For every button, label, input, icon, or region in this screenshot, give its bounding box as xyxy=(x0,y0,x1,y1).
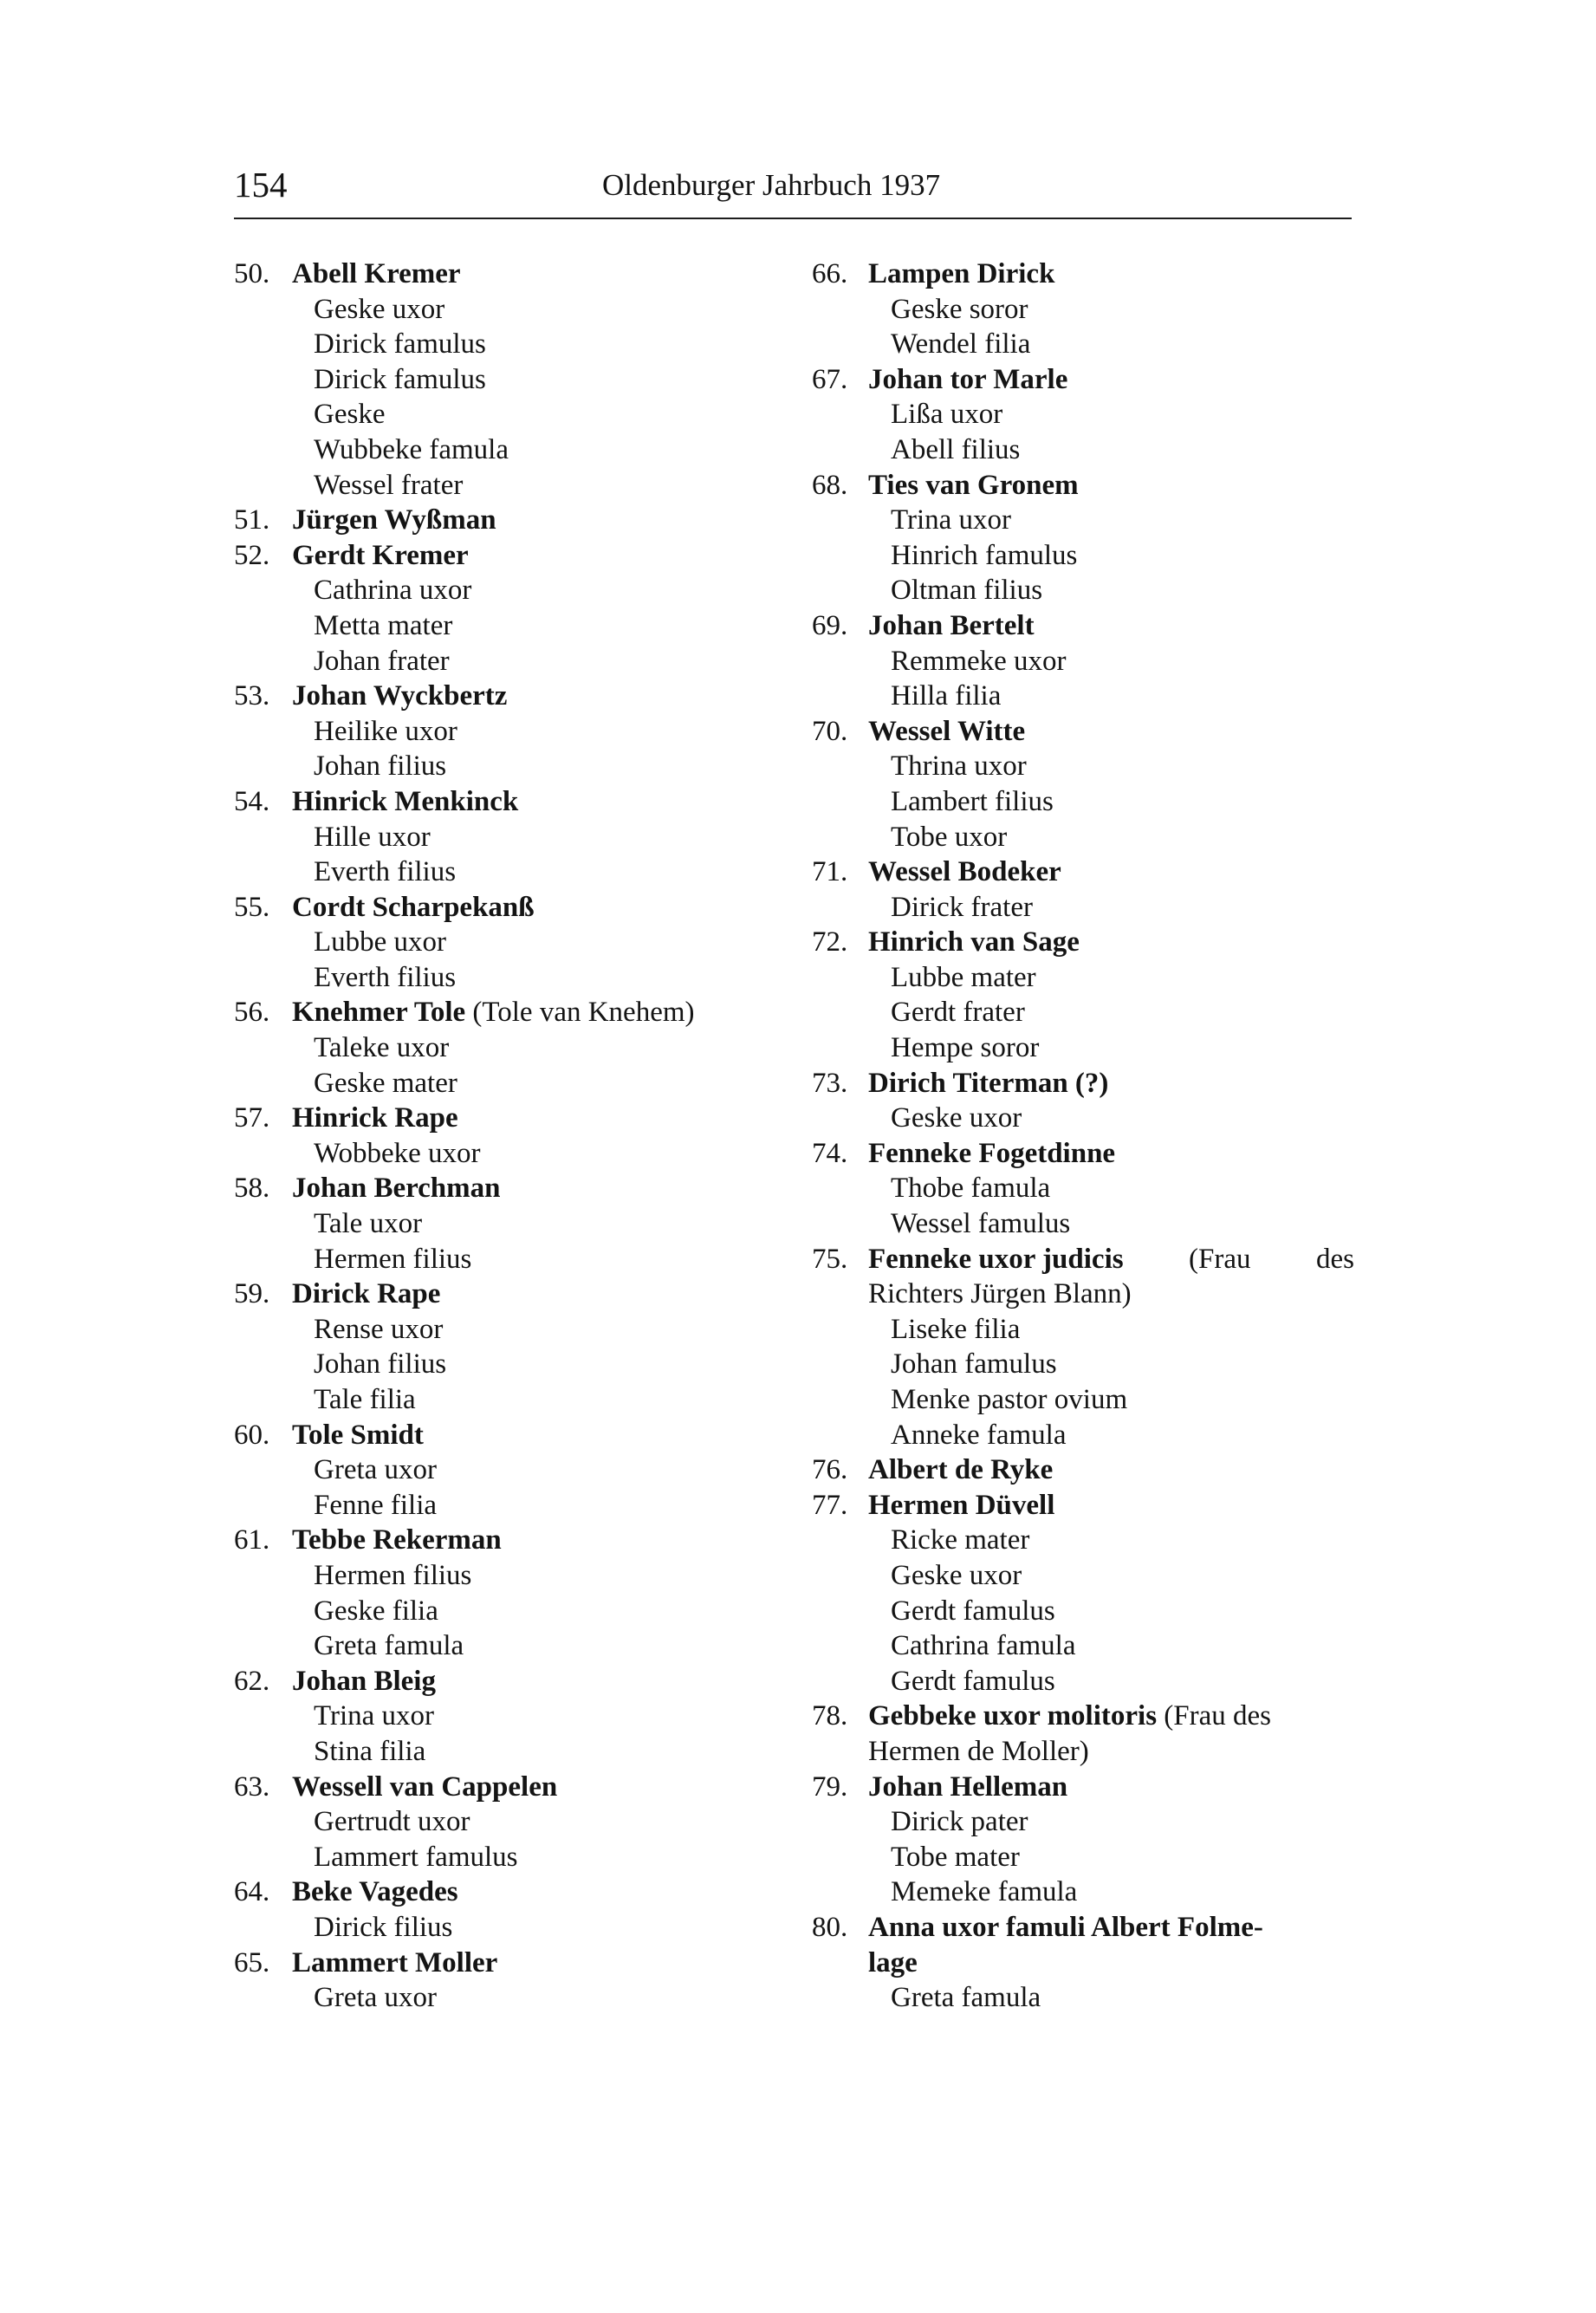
entry-name: Tole Smidt xyxy=(292,1419,424,1451)
entry-heading xyxy=(234,538,806,574)
household-member: Fenne filia xyxy=(314,1489,438,1521)
entry-name: Beke Vagedes xyxy=(292,1876,458,1908)
household-member: Hempe soror xyxy=(891,1032,1040,1064)
entry-name: Cordt Scharpekanß xyxy=(292,891,535,923)
entry-number: 76. xyxy=(812,1454,848,1486)
entry-number: 58. xyxy=(234,1173,270,1205)
household-member: Greta uxor xyxy=(314,1454,438,1486)
household-member: Hilla filia xyxy=(891,680,1002,712)
household-member: Geske uxor xyxy=(314,293,445,325)
household-member: Liseke filia xyxy=(891,1313,1021,1345)
entry-name: Jürgen Wyßman xyxy=(292,504,496,536)
entry-name: Knehmer Tole xyxy=(292,997,466,1029)
entry-number: 59. xyxy=(234,1278,270,1310)
entry-name: Anna uxor famuli Albert Folme- xyxy=(868,1911,1263,1943)
household-member: Lißa uxor xyxy=(891,399,1003,431)
household-member: Trina uxor xyxy=(891,504,1012,536)
household-member: Wobbeke uxor xyxy=(314,1137,481,1169)
entry-heading xyxy=(234,1101,806,1136)
entry-name: Johan Bleig xyxy=(292,1665,436,1697)
household-member: Geske mater xyxy=(314,1067,457,1099)
household-member: Stina filia xyxy=(314,1735,426,1767)
entry-name: Johan Bertelt xyxy=(868,609,1035,641)
right-column xyxy=(812,257,1354,2016)
entry-number: 73. xyxy=(812,1067,848,1099)
entry-heading xyxy=(234,257,806,292)
household-member: Memeke famula xyxy=(891,1876,1078,1908)
household-member: Dirick frater xyxy=(891,891,1033,923)
household-member: Menke pastor ovium xyxy=(891,1384,1128,1415)
entry-heading xyxy=(812,257,1354,292)
entry-number: 68. xyxy=(812,469,848,501)
entry-heading xyxy=(812,714,1354,750)
entry-number: 75. xyxy=(812,1243,848,1275)
entry-name: Johan Wyckbertz xyxy=(292,680,508,712)
entry-name: Dirich Titerman (?) xyxy=(868,1067,1109,1099)
household-member: Dirick famulus xyxy=(314,328,486,361)
entry-name: Fenneke uxor judicis xyxy=(868,1243,1124,1275)
household-member: Trina uxor xyxy=(314,1700,435,1732)
household-member: Geske soror xyxy=(891,293,1028,325)
entry-heading xyxy=(812,1452,1354,1488)
entry-name: Johan Helleman xyxy=(868,1770,1068,1803)
running-title: Oldenburger Jahrbuch 1937 xyxy=(602,168,941,202)
entry-name: Johan Berchman xyxy=(292,1173,501,1205)
header-rule xyxy=(234,218,1352,219)
entry-number: 80. xyxy=(812,1911,848,1943)
household-member: Hinrich famulus xyxy=(891,539,1078,571)
household-member: Gerdt frater xyxy=(891,997,1025,1029)
entry-number: 70. xyxy=(812,715,848,747)
entry-number: 50. xyxy=(234,258,270,289)
page-header xyxy=(234,163,1352,215)
household-member: Wessel frater xyxy=(314,469,464,501)
entry-heading xyxy=(812,1699,1354,1734)
entry-continuation: lage xyxy=(868,1946,918,1978)
household-member: Greta famula xyxy=(891,1982,1041,2014)
entry-name: Hinrick Menkinck xyxy=(292,785,519,817)
household-member: Wubbeke famula xyxy=(314,433,509,465)
household-member: Everth filius xyxy=(314,961,457,993)
household-member: Dirick famulus xyxy=(314,363,486,395)
household-member: Rense uxor xyxy=(314,1313,444,1345)
household-member: Lambert filius xyxy=(891,785,1054,817)
entry-name: Lammert Moller xyxy=(292,1946,498,1978)
entry-name: Johan tor Marle xyxy=(868,363,1068,395)
household-member: Johan famulus xyxy=(891,1348,1057,1381)
household-member: Gerdt famulus xyxy=(891,1665,1055,1697)
entry-heading xyxy=(812,1136,1354,1172)
entry-heading xyxy=(812,1066,1354,1101)
entry-number: 53. xyxy=(234,680,270,712)
household-member: Greta famula xyxy=(314,1630,464,1662)
household-member: Hille uxor xyxy=(314,821,431,853)
entry-number: 78. xyxy=(812,1700,848,1732)
entry-name: Wessel Witte xyxy=(868,715,1026,747)
household-member: Heilike uxor xyxy=(314,715,457,747)
entry-heading xyxy=(234,890,806,926)
entry-note: (Frau xyxy=(1189,1243,1251,1275)
entry-number: 61. xyxy=(234,1524,270,1556)
entry-number: 77. xyxy=(812,1489,848,1521)
entry-heading xyxy=(234,1171,806,1206)
household-member: Geske filia xyxy=(314,1595,438,1627)
entry-number: 55. xyxy=(234,891,270,923)
entry-number: 74. xyxy=(812,1137,848,1169)
entry-heading xyxy=(234,503,806,538)
household-member: Geske uxor xyxy=(891,1559,1022,1591)
entry-number: 79. xyxy=(812,1770,848,1803)
household-member: Tale uxor xyxy=(314,1208,423,1240)
entry-name: Gebbeke uxor molitoris xyxy=(868,1700,1158,1732)
entry-number: 56. xyxy=(234,997,270,1029)
entry-name: Tebbe Rekerman xyxy=(292,1524,502,1556)
entry-name: Dirick Rape xyxy=(292,1278,441,1310)
entry-number: 57. xyxy=(234,1102,270,1134)
household-member: Geske xyxy=(314,399,386,431)
entry-number: 71. xyxy=(812,856,848,888)
entry-name: Hinrich van Sage xyxy=(868,926,1080,958)
entry-number: 51. xyxy=(234,504,270,536)
entry-heading xyxy=(812,362,1354,398)
entry-name: Albert de Ryke xyxy=(868,1454,1054,1486)
entry-heading xyxy=(234,1770,806,1805)
household-member: Tobe uxor xyxy=(891,821,1008,853)
entry-heading xyxy=(812,1770,1354,1805)
entry-number: 62. xyxy=(234,1665,270,1697)
entry-heading xyxy=(812,854,1354,890)
household-member: Remmeke uxor xyxy=(891,645,1067,677)
household-member: Tobe mater xyxy=(891,1841,1020,1873)
household-member: Geske uxor xyxy=(891,1102,1022,1134)
entry-heading-left xyxy=(812,1242,1124,1277)
entry-heading xyxy=(234,1523,806,1558)
entry-name: Fenneke Fogetdinne xyxy=(868,1137,1116,1169)
entry-note: (Tole van Knehem) xyxy=(472,997,695,1029)
entry-number: 52. xyxy=(234,539,270,571)
household-member: Johan filius xyxy=(314,750,447,783)
entry-name: Wessell van Cappelen xyxy=(292,1770,558,1803)
entry-name: Ties van Gronem xyxy=(868,469,1079,501)
entry-heading xyxy=(234,1946,806,1981)
household-member: Thobe famula xyxy=(891,1173,1051,1205)
entry-note: des xyxy=(1315,1243,1354,1275)
entry-number: 63. xyxy=(234,1770,270,1803)
household-member: Gertrudt uxor xyxy=(314,1806,470,1838)
household-member: Ricke mater xyxy=(891,1524,1030,1556)
household-member: Johan frater xyxy=(314,645,450,677)
entry-number: 69. xyxy=(812,609,848,641)
entry-number: 60. xyxy=(234,1419,270,1451)
household-member: Gerdt famulus xyxy=(891,1595,1055,1627)
entry-heading xyxy=(234,1874,806,1910)
entry-name: Hinrick Rape xyxy=(292,1102,458,1134)
entry-name: Hermen Düvell xyxy=(868,1489,1055,1521)
household-member: Greta uxor xyxy=(314,1982,438,2014)
household-member: Hermen filius xyxy=(314,1559,472,1591)
entry-name: Gerdt Kremer xyxy=(292,539,469,571)
household-member: Anneke famula xyxy=(891,1419,1067,1451)
entry-number: 65. xyxy=(234,1946,270,1978)
household-member: Thrina uxor xyxy=(891,750,1027,783)
left-column xyxy=(234,257,806,2016)
household-member: Wessel famulus xyxy=(891,1208,1071,1240)
household-member: Everth filius xyxy=(314,856,457,888)
entry-heading xyxy=(234,679,806,714)
household-member: Metta mater xyxy=(314,609,453,641)
entry-number: 67. xyxy=(812,363,848,395)
entry-heading xyxy=(234,1664,806,1699)
household-member: Hermen filius xyxy=(314,1243,472,1275)
page-number: 154 xyxy=(234,165,288,205)
household-member: Cathrina famula xyxy=(891,1630,1076,1662)
household-member: Oltman filius xyxy=(891,575,1043,607)
entry-name: Abell Kremer xyxy=(292,258,461,289)
entry-heading xyxy=(812,608,1354,644)
household-member: Lubbe mater xyxy=(891,961,1036,993)
household-member: Lammert famulus xyxy=(314,1841,518,1873)
household-member: Johan filius xyxy=(314,1348,447,1381)
household-member: Lubbe uxor xyxy=(314,926,447,958)
entry-heading xyxy=(812,468,1354,504)
household-member: Dirick pater xyxy=(891,1806,1028,1838)
entry-heading xyxy=(812,925,1354,960)
entry-name: Wessel Bodeker xyxy=(868,856,1061,888)
entry-number: 72. xyxy=(812,926,848,958)
household-member: Wendel filia xyxy=(891,328,1031,361)
entry-heading xyxy=(812,1910,1354,1946)
household-member: Cathrina uxor xyxy=(314,575,472,607)
entry-number: 64. xyxy=(234,1876,270,1908)
household-member: Abell filius xyxy=(891,433,1021,465)
entry-heading xyxy=(812,1488,1354,1524)
entry-name: Lampen Dirick xyxy=(868,258,1055,289)
household-member: Taleke uxor xyxy=(314,1032,450,1064)
entry-heading xyxy=(234,995,806,1030)
entry-number: 66. xyxy=(812,258,848,289)
entry-heading xyxy=(234,784,806,820)
entry-heading xyxy=(234,1277,806,1312)
entry-heading xyxy=(234,1418,806,1453)
household-member: Dirick filius xyxy=(314,1911,453,1943)
entry-number: 54. xyxy=(234,785,270,817)
entry-continuation: Hermen de Moller) xyxy=(868,1735,1089,1767)
household-member: Tale filia xyxy=(314,1384,416,1415)
entry-note: (Frau des xyxy=(1164,1700,1272,1732)
entry-heading xyxy=(812,1242,1354,1277)
entry-continuation: Richters Jürgen Blann) xyxy=(868,1278,1132,1310)
